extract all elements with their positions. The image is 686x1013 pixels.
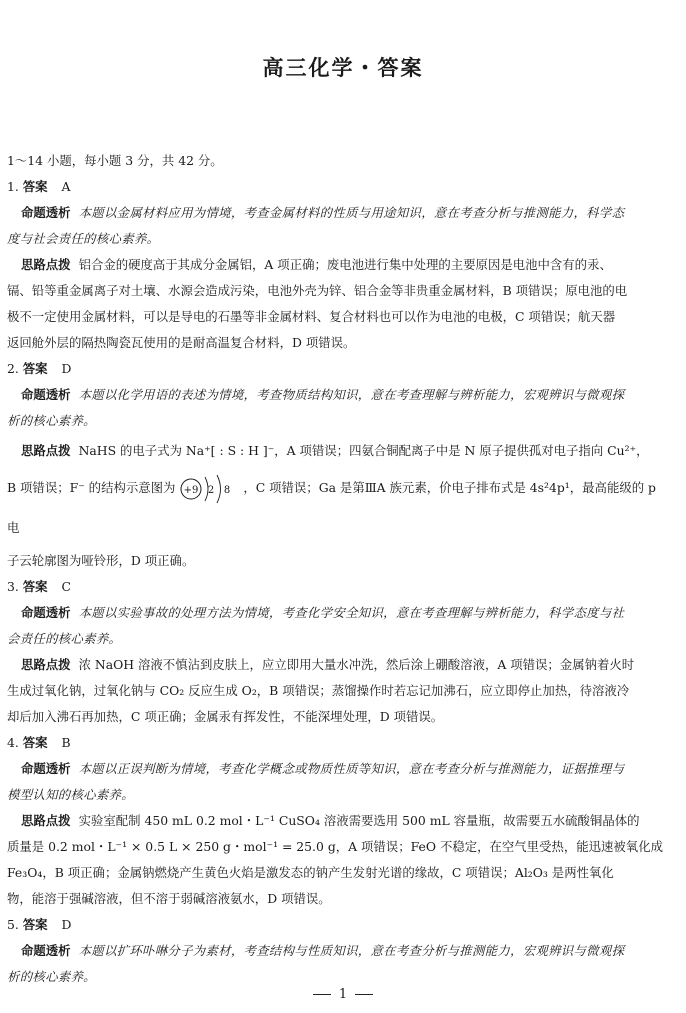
intro-line: 1～14 小题，每小题 3 分，共 42 分。 <box>7 153 223 168</box>
question-number: 1. <box>7 179 19 194</box>
analysis-continued: 析的核心素养。 <box>7 413 96 428</box>
nucleus-charge: +9 <box>184 484 199 496</box>
analysis-label: 命题透析 <box>21 943 71 958</box>
analysis-text: 本题以化学用语的表述为情境，考查物质结构知识，意在考查理解与辨析能力，宏观辨识与微观探 <box>78 387 625 402</box>
answer-value: C <box>61 579 71 594</box>
hint-continued: 却后加入沸石再加热，C 项正确；金属汞有挥发性，不能深埋处理，D 项错误。 <box>7 709 444 724</box>
hint-continued: B 项错误；F⁻ 的结构示意图为 +9 2 8 ，C 项错误；Ga 是第ⅢA 族元素，价电子排布式是 4s²4p¹，最高能级的 p 电 <box>7 468 672 548</box>
hint-label: 思路点拨 <box>21 813 71 828</box>
answer-label: 答案 <box>22 917 48 932</box>
analysis-continued: 度与社会责任的核心素养。 <box>7 231 160 246</box>
analysis-paragraph <box>7 200 672 226</box>
hint-continued: 返回舱外层的隔热陶瓷瓦使用的是耐高温复合材料，D 项错误。 <box>7 335 356 350</box>
answer-label: 答案 <box>22 735 48 750</box>
electron-shell-arc-2 <box>217 475 221 503</box>
question-4 <box>7 730 672 912</box>
analysis-text: 本题以金属材料应用为情境，考查金属材料的性质与用途知识，意在考查分析与推测能力，科学态 <box>78 205 625 220</box>
hint-continued: 物，能溶于强碱溶液，但不溶于弱碱溶液氨水，D 项错误。 <box>7 891 331 906</box>
footer-dash-right <box>355 994 373 995</box>
question-number: 3. <box>7 579 19 594</box>
shell-2-electrons: 8 <box>224 484 231 496</box>
answer-value: B <box>61 735 71 750</box>
analysis-text: 本题以实验事故的处理方法为情境，考查化学安全知识，意在考查理解与辨析能力，科学态度与社 <box>78 605 625 620</box>
question-4-head <box>7 730 672 756</box>
hint-text: 浓 NaOH 溶液不慎沾到皮肤上，应立即用大量水冲洗，然后涂上硼酸溶液，A 项错误；金属钠着火时 <box>78 657 635 672</box>
analysis-paragraph <box>7 382 672 408</box>
answer-label: 答案 <box>22 361 48 376</box>
question-number: 5. <box>7 917 19 932</box>
answer-value: D <box>61 361 72 376</box>
analysis-label: 命题透析 <box>21 761 71 776</box>
analysis-label: 命题透析 <box>21 605 71 620</box>
answer-value: D <box>61 917 72 932</box>
hint-text: NaHS 的电子式为 Na⁺[ : S : H ]⁻，A 项错误；四氨合铜配离子中是 N 原子提供孤对电子指向 Cu²⁺， <box>78 443 649 458</box>
answer-value: A <box>61 179 71 194</box>
hint-continued: Fe₃O₄，B 项正确；金属钠燃烧产生黄色火焰是激发态的钠产生发射光谱的缘故，C 项错误；Al₂O₃ 是两性氧化 <box>7 865 614 880</box>
page-number: 1 <box>338 987 348 1002</box>
answer-label: 答案 <box>22 579 48 594</box>
hint-continued: 子云轮廓图为哑铃形，D 项正确。 <box>7 553 195 568</box>
analysis-label: 命题透析 <box>21 387 71 402</box>
analysis-paragraph <box>7 600 672 626</box>
analysis-label: 命题透析 <box>21 205 71 220</box>
hint-label: 思路点拨 <box>21 443 71 458</box>
shell-1-electrons: 2 <box>208 484 215 496</box>
question-3 <box>7 574 672 730</box>
page-footer <box>0 987 686 1002</box>
hint-continued: 镉、铅等重金属离子对土壤、水源会造成污染，电池外壳为锌、铝合金等非贵重金属材料，B 项错误；原电池的电 <box>7 283 628 298</box>
hint-paragraph <box>7 252 672 278</box>
question-3-head <box>7 574 672 600</box>
hint-paragraph <box>7 434 672 468</box>
footer-dash-left <box>313 994 331 995</box>
fluorine-ion-structure-diagram <box>179 472 239 506</box>
question-5 <box>7 912 672 990</box>
hint-label: 思路点拨 <box>21 657 71 672</box>
question-2-head <box>7 356 672 382</box>
hint-continued: 极不一定使用金属材料，可以是导电的石墨等非金属材料、复合材料也可以作为电池的电极，C 项错误；航天器 <box>7 309 616 324</box>
question-number: 2. <box>7 361 19 376</box>
question-1 <box>7 174 672 356</box>
page-title: 高三化学・答案 <box>262 56 424 80</box>
analysis-text: 本题以扩环卟啉分子为素材，考查结构与性质知识，意在考查分析与推测能力，宏观辨识与微观探 <box>78 943 625 958</box>
question-number: 4. <box>7 735 19 750</box>
answer-label: 答案 <box>22 179 48 194</box>
hint-text: 铝合金的硬度高于其成分金属铝，A 项正确；废电池进行集中处理的主要原因是电池中含有的汞、 <box>78 257 612 272</box>
hint-label: 思路点拨 <box>21 257 71 272</box>
question-5-head <box>7 912 672 938</box>
question-2 <box>7 356 672 574</box>
hint-continued: 生成过氧化钠，过氧化钠与 CO₂ 反应生成 O₂，B 项错误；蒸馏操作时若忘记加沸石，应立即停止加热，待溶液冷 <box>7 683 630 698</box>
question-1-head <box>7 174 672 200</box>
hint-continued: 质量是 0.2 mol・L⁻¹ × 0.5 L × 250 g・mol⁻¹ = 25.0 g，A 项错误；FeO 不稳定，在空气里受热，能迅速被氧化成 <box>7 839 663 854</box>
analysis-text: 本题以正误判断为情境，考查化学概念或物质性质等知识，意在考查分析与推测能力，证据推理与 <box>78 761 625 776</box>
answer-content <box>7 148 672 990</box>
analysis-continued: 析的核心素养。 <box>7 969 96 984</box>
hint-paragraph <box>7 808 672 834</box>
analysis-paragraph <box>7 756 672 782</box>
analysis-continued: 会责任的核心素养。 <box>7 631 122 646</box>
hint-paragraph <box>7 652 672 678</box>
hint-text: 实验室配制 450 mL 0.2 mol・L⁻¹ CuSO₄ 溶液需要选用 500 mL 容量瓶，故需要五水硫酸铜晶体的 <box>78 813 640 828</box>
analysis-continued: 模型认知的核心素养。 <box>7 787 134 802</box>
analysis-paragraph <box>7 938 672 964</box>
